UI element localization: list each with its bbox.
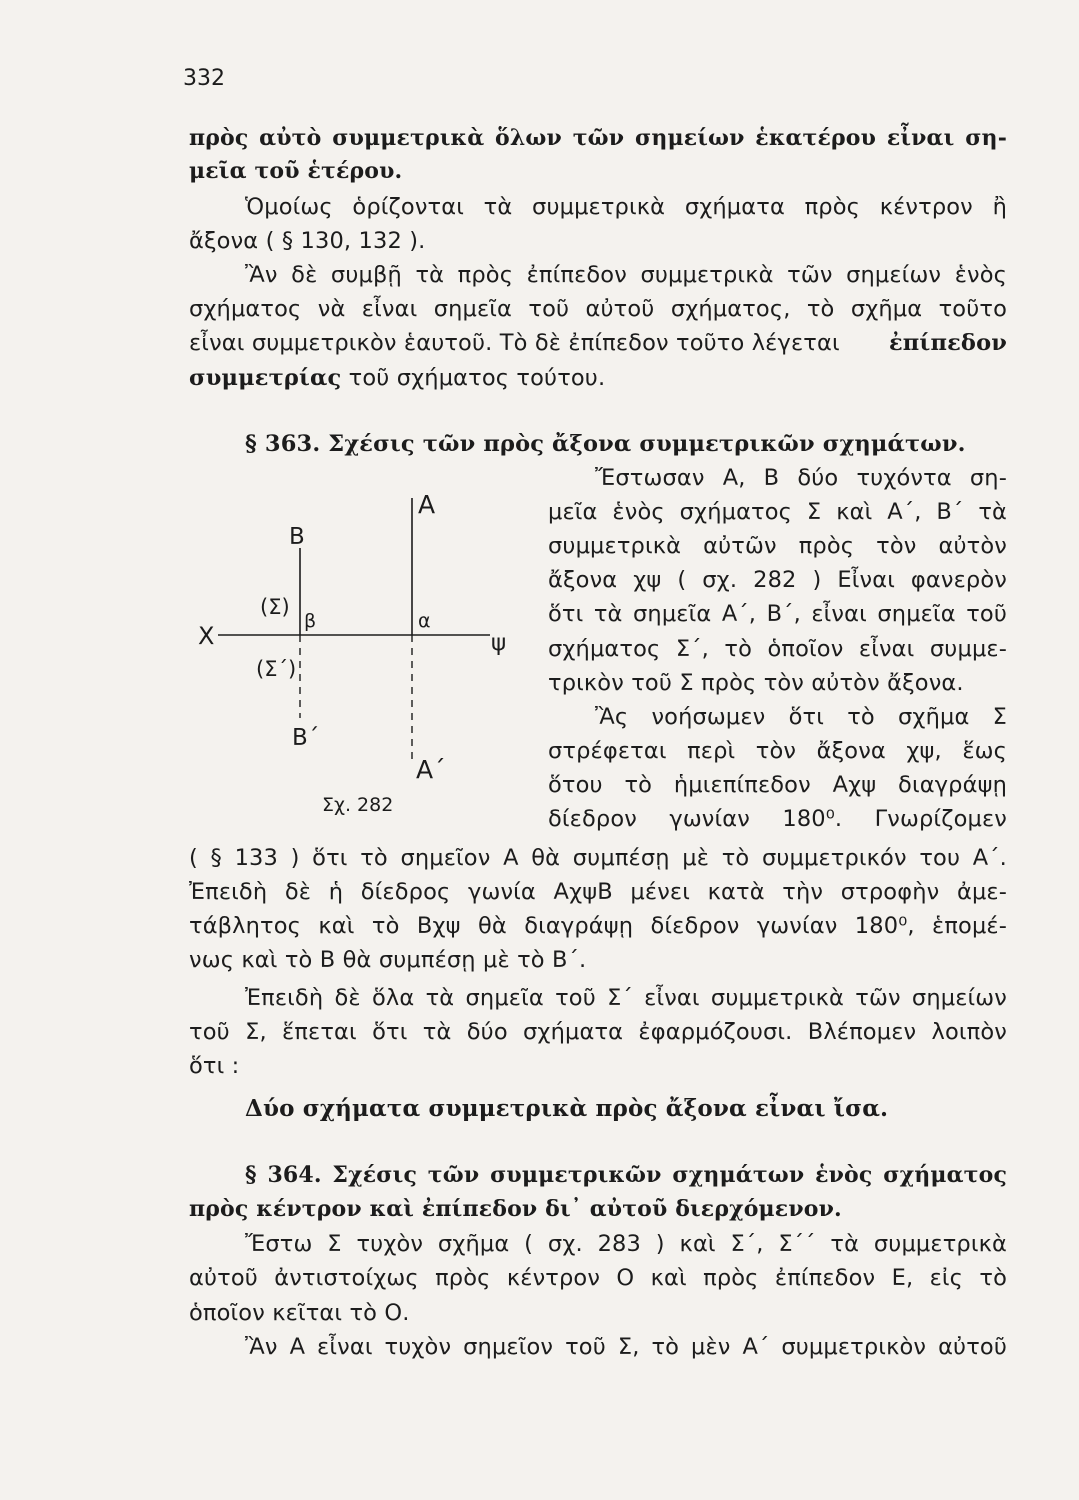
label-B: Β — [289, 524, 305, 550]
page-number: 332 — [183, 66, 225, 91]
figure-282 — [190, 488, 535, 823]
para3-line1: Ἂν δὲ συμβῇ τὰ πρὸς ἐπίπεδον συμμετρικὰ τῶν σημείων ἑνὸς — [245, 262, 1007, 288]
section-363-full-line-1: ( § 133 ) ὅτι τὸ σημεῖον Α θὰ συμπέσῃ μὲ τὸ συμμετρικόν του Α΄. — [189, 845, 1007, 871]
section-364-heading-line1: § 364. Σχέσις τῶν συμμετρικῶν σχημάτων ἑνὸς σχήματος — [245, 1162, 1007, 1188]
section-364-line-4: Ἂν Α εἶναι τυχὸν σημεῖον τοῦ Σ, τὸ μὲν Α΄ συμμετρικὸν αὐτοῦ — [245, 1333, 1007, 1360]
label-alpha: α — [418, 610, 431, 632]
section-363-p2-line-1: Ἐπειδὴ δὲ ὅλα τὰ σημεῖα τοῦ Σ΄ εἶναι συμμετρικὰ τῶν σημείων — [245, 985, 1007, 1011]
section-363-column-line-8: Ἂς νοήσωμεν ὅτι τὸ σχῆμα Σ — [595, 703, 1007, 730]
section-363-column-line-10: ὅτου τὸ ἡμιεπίπεδον Αχψ διαγράψῃ — [548, 771, 1007, 798]
section-364-line-1: Ἔστω Σ τυχὸν σχῆμα ( σχ. 283 ) καὶ Σ΄, Σ΄΄ τὰ συμμετρικὰ — [245, 1231, 1007, 1257]
section-363-p2-line-3: ὅτι : — [189, 1053, 240, 1080]
label-Sigma: (Σ) — [260, 595, 290, 619]
section-363-full-line-4: νως καὶ τὸ Β θὰ συμπέσῃ μὲ τὸ Β΄. — [189, 947, 587, 974]
section-363-full-line-3: τάβλητος καὶ τὸ Βχψ θὰ διαγράψῃ δίεδρον γωνίαν 180⁰, ἑπομέ- — [189, 913, 1007, 940]
section-363-column-line-7: τρικὸν τοῦ Σ πρὸς τὸν αὐτὸν ἄξονα. — [548, 669, 964, 696]
para3-line3-text: εἶναι συμμετρικὸν ἑαυτοῦ. Τὸ δὲ ἐπίπεδον τοῦτο λέγεται — [189, 330, 840, 356]
label-B-prime: Β΄ — [292, 725, 320, 751]
section-363-full-line-2: Ἐπειδὴ δὲ ἡ δίεδρος γωνία ΑχψΒ μένει κατὰ τὴν στροφὴν ἀμε- — [189, 879, 1007, 906]
section-364-line-2: αὐτοῦ ἀντιστοίχως πρὸς κέντρον Ο καὶ πρὸς ἐπίπεδον Ε, εἰς τὸ — [189, 1265, 1007, 1292]
section-363-column-line-2: μεῖα ἑνὸς σχήματος Σ καὶ Α΄, Β΄ τὰ — [548, 499, 1007, 526]
para3-line4-text: τοῦ σχήματος τούτου. — [348, 365, 606, 391]
figure-caption: Σχ. 282 — [322, 794, 394, 816]
para3-line2: σχήματος νὰ εἶναι σημεῖα τοῦ αὐτοῦ σχήματος, τὸ σχῆμα τοῦτο — [189, 296, 1007, 322]
section-363-column-line-4: ἄξονα χψ ( σχ. 282 ) Εἶναι φανερὸν — [548, 567, 1007, 594]
label-Sigma-prime: (Σ΄) — [256, 657, 297, 681]
section-364-heading-line2: πρὸς κέντρον καὶ ἐπίπεδον δι᾿ αὐτοῦ διερχόμενον. — [189, 1196, 842, 1222]
section-363-column-line-3: συμμετρικὰ αὐτῶν πρὸς τὸν αὐτὸν — [548, 533, 1007, 560]
label-psi: ψ — [491, 630, 507, 656]
label-A-prime: Α΄ — [416, 755, 446, 784]
section-363-column-line-6: σχήματος Σ΄, τὸ ὁποῖον εἶναι συμμε- — [548, 635, 1007, 662]
para1-line1: πρὸς αὐτὸ συμμετρικὰ ὅλων τῶν σημείων ἑκατέρου εἶναι ση- — [189, 125, 1007, 151]
para1-line2: μεῖα τοῦ ἑτέρου. — [189, 158, 403, 184]
section-363-column-line-5: ὅτι τὰ σημεῖα Α΄, Β΄, εἶναι σημεῖα τοῦ — [548, 601, 1007, 628]
term-symmetry: συμμετρίας — [189, 365, 342, 391]
section-363-column-line-11: δίεδρον γωνίαν 180⁰. Γνωρίζομεν — [548, 806, 1007, 832]
section-364-line-3: ὁποῖον κεῖται τὸ Ο. — [189, 1299, 410, 1326]
theorem: Δύο σχήματα συμμετρικὰ πρὸς ἄξονα εἶναι ἴσα. — [245, 1095, 889, 1122]
label-A: Α — [418, 490, 436, 519]
term-plane-of-symmetry: ἐπίπεδον — [888, 330, 1007, 356]
label-x: Χ — [198, 622, 215, 650]
section-363-column-line-1: Ἔστωσαν Α, Β δύο τυχόντα ση- — [595, 465, 1007, 491]
para3-line4 — [189, 367, 605, 390]
section-363-heading: § 363. Σχέσις τῶν πρὸς ἄξονα συμμετρικῶν σχημάτων. — [245, 431, 966, 457]
section-363-column-line-9: στρέφεται περὶ τὸν ἄξονα χψ, ἕως — [548, 737, 1007, 764]
label-beta: β — [304, 610, 317, 632]
para3-line3 — [189, 332, 1007, 355]
para2-line2: ἄξονα ( § 130, 132 ). — [189, 228, 426, 254]
para2-line1: Ὁμοίως ὁρίζονται τὰ συμμετρικὰ σχήματα πρὸς κέντρον ἢ — [245, 194, 1007, 220]
section-363-p2-line-2: τοῦ Σ, ἕπεται ὅτι τὰ δύο σχήματα ἐφαρμόζουσι. Βλέπομεν λοιπὸν — [189, 1019, 1007, 1046]
